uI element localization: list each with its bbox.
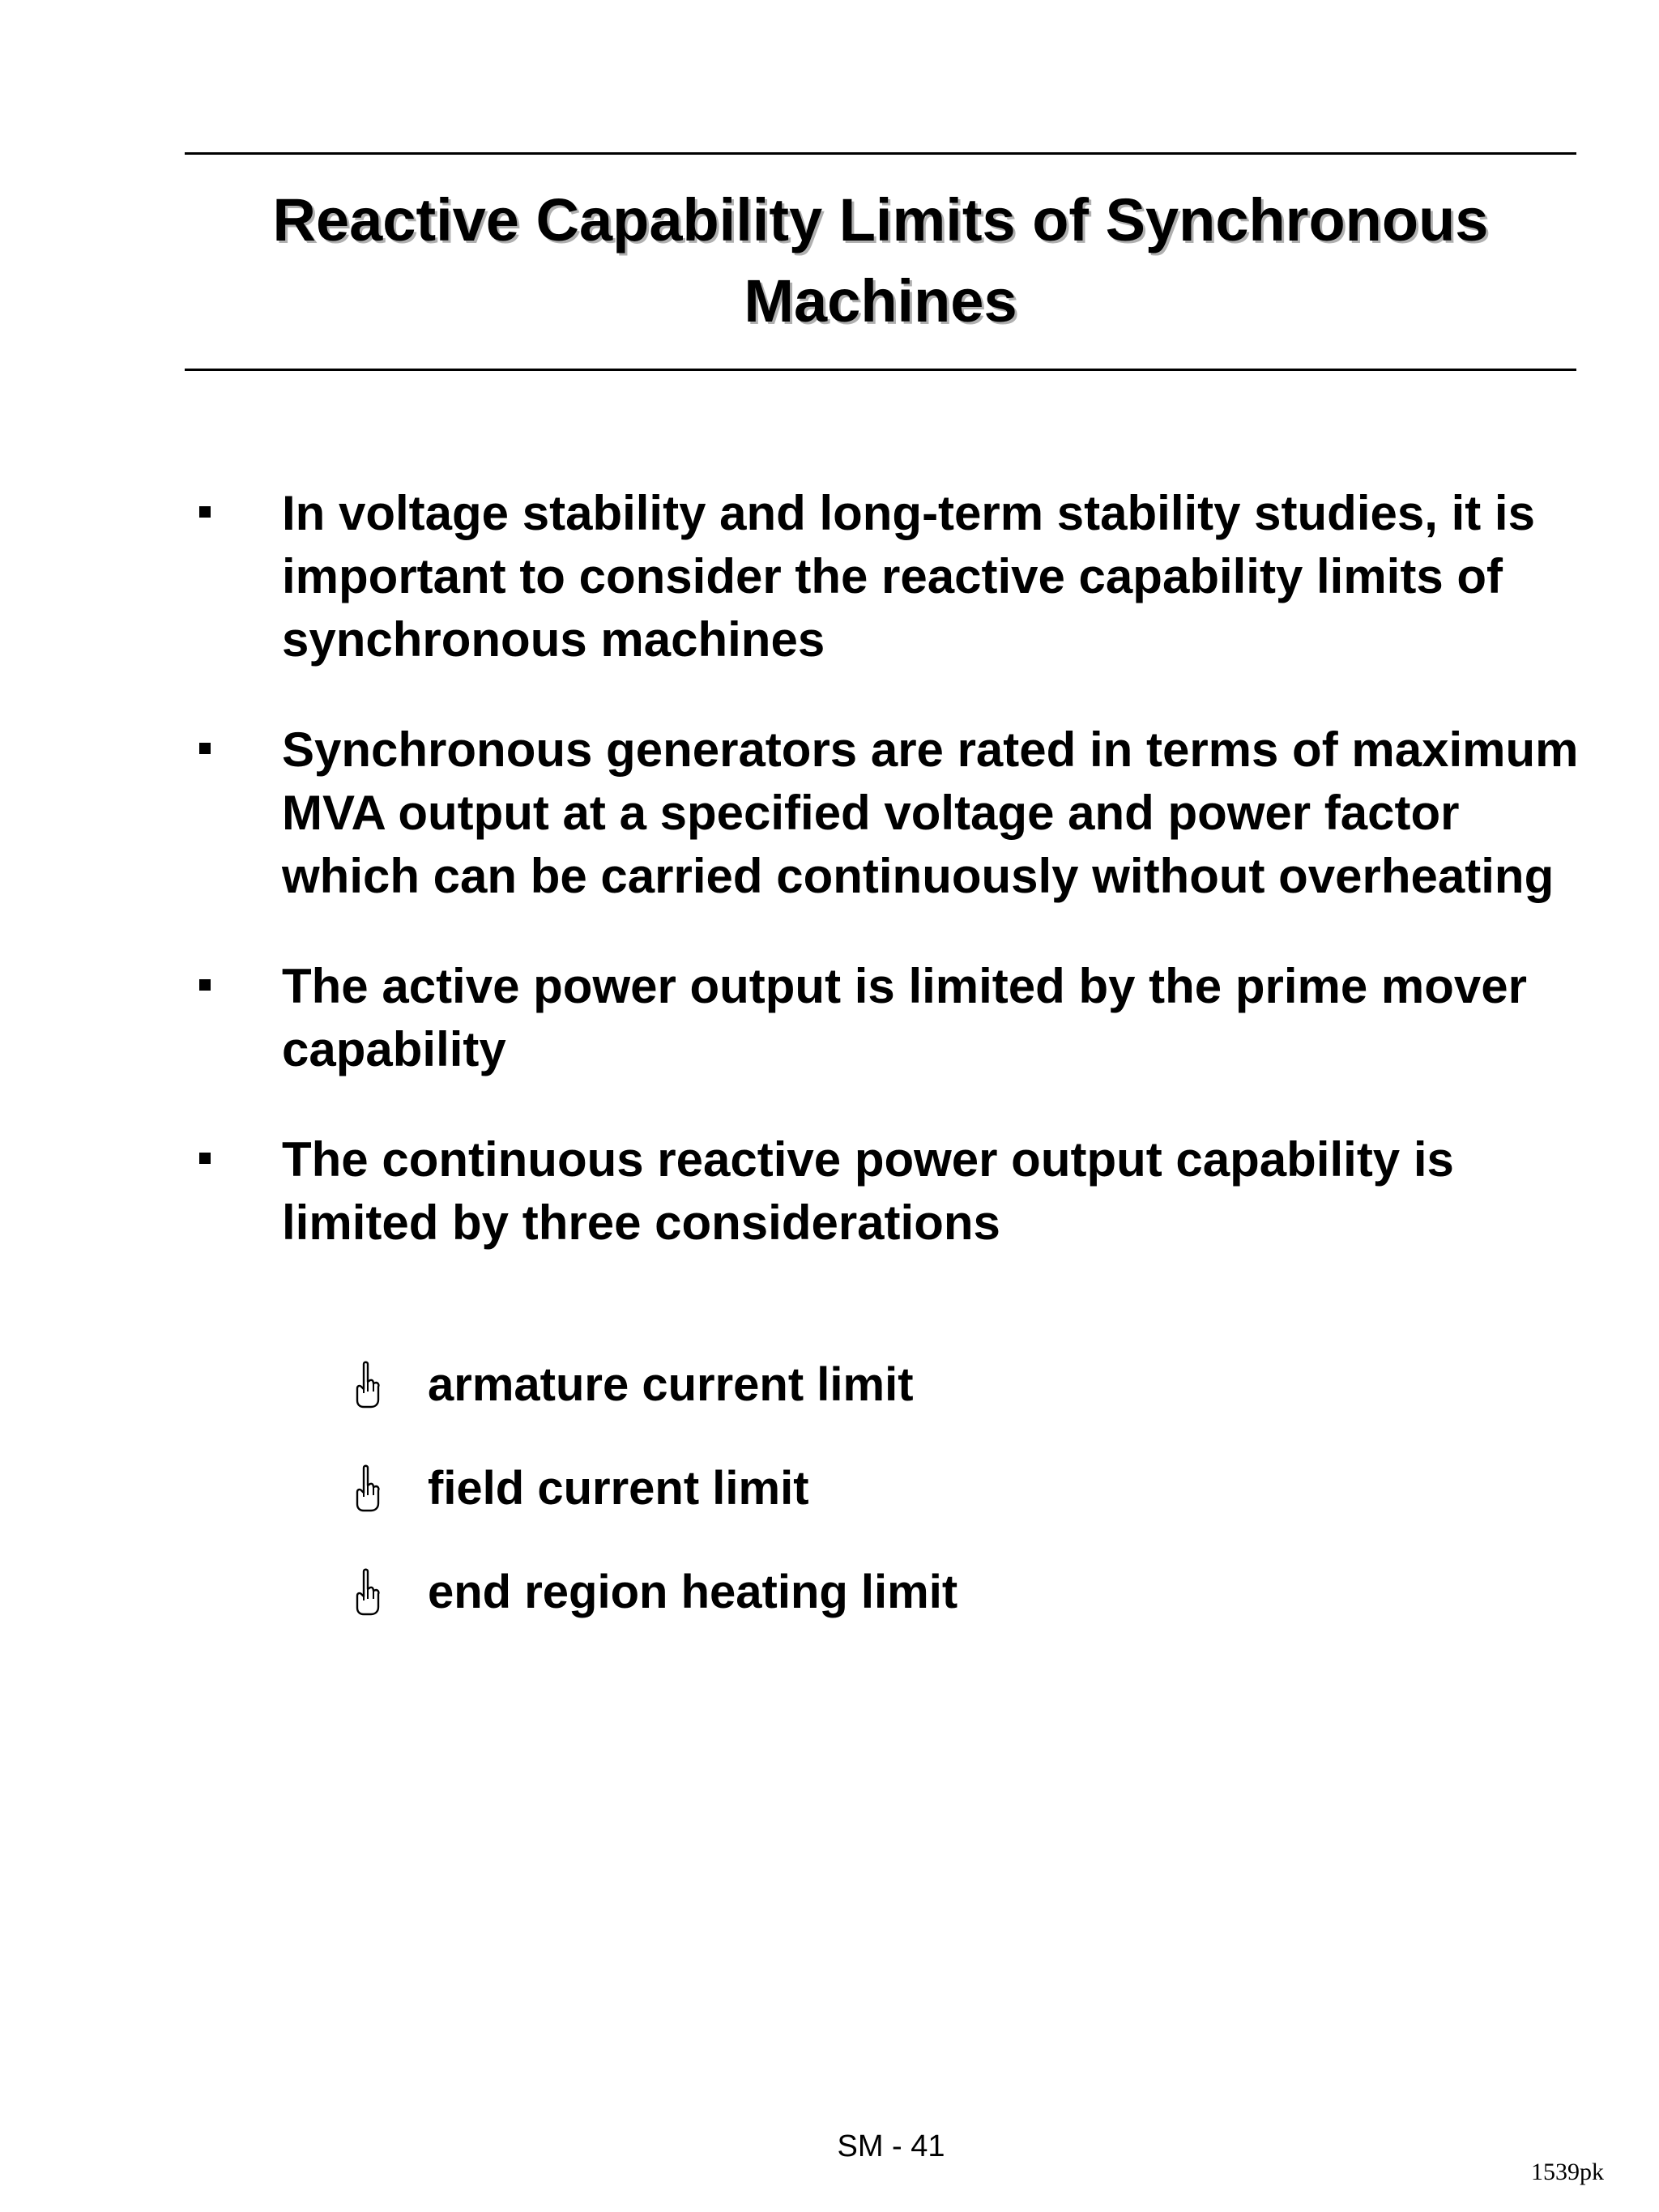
bullet-item	[185, 718, 1594, 908]
pointing-hand-icon	[353, 1464, 381, 1513]
bullet-text: In voltage stability and long-term stability studies, it is important to consider the reactive capability limits of synchronous machines	[282, 486, 1535, 667]
bullet-list	[185, 482, 1594, 1302]
sub-bullet-text: end region heating limit	[428, 1566, 958, 1618]
document-code: 1539pk	[1531, 2159, 1604, 2185]
bullet-item	[185, 1128, 1594, 1255]
bullet-item	[185, 955, 1594, 1081]
sub-bullet-text: armature current limit	[428, 1358, 914, 1411]
page-number: SM - 41	[837, 2129, 945, 2163]
sub-bullet-text: field current limit	[428, 1462, 809, 1515]
square-bullet-icon	[199, 1153, 211, 1164]
square-bullet-icon	[199, 743, 211, 754]
bullet-text: Synchronous generators are rated in terms of maximum MVA output at a specified voltage and power factor which can be carried continuously without overheating	[282, 722, 1579, 903]
page-title: Reactive Capability Limits of Synchronous Machines	[272, 186, 1489, 335]
sub-bullet-item	[347, 1560, 957, 1625]
pointing-hand-icon	[353, 1568, 381, 1617]
bullet-text: The continuous reactive power output capability is limited by three considerations	[282, 1132, 1454, 1250]
sub-bullet-list	[347, 1353, 957, 1664]
square-bullet-icon	[199, 506, 211, 518]
square-bullet-icon	[199, 979, 211, 991]
bottom-rule	[185, 369, 1576, 371]
bullet-item	[185, 482, 1594, 671]
top-rule	[185, 152, 1576, 155]
pointing-hand-icon	[353, 1361, 381, 1409]
sub-bullet-item	[347, 1456, 957, 1521]
bullet-text: The active power output is limited by the prime mover capability	[282, 959, 1527, 1076]
sub-bullet-item	[347, 1353, 957, 1417]
